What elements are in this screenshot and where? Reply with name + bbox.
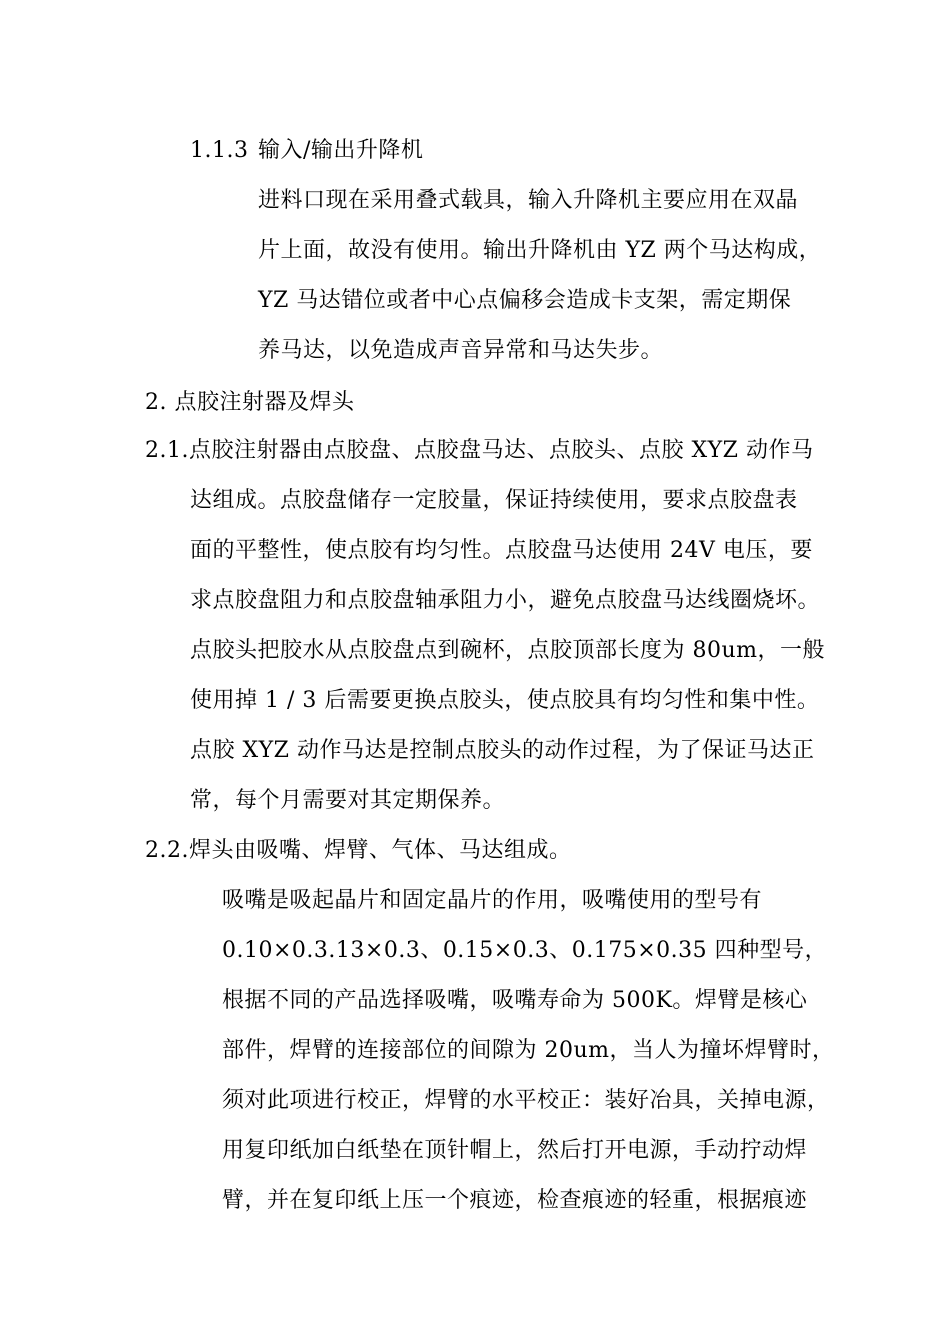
- paragraph-line: 须对此项进行校正，焊臂的水平校正：装好冶具，关掉电源，: [222, 1088, 830, 1113]
- paragraph-line: 0.10×0.3.13×0.3、0.15×0.3、0.175×0.35 四种型号，: [222, 938, 828, 963]
- paragraph-line: 片上面，故没有使用。输出升降机由 YZ 两个马达构成，: [258, 238, 822, 263]
- paragraph-line: 用复印纸加白纸垫在顶针帽上，然后打开电源，手动拧动焊: [222, 1138, 808, 1163]
- paragraph-line: 面的平整性，使点胶有均匀性。点胶盘马达使用 24V 电压，要: [190, 538, 813, 563]
- paragraph-line: 臂，并在复印纸上压一个痕迹，检查痕迹的轻重，根据痕迹: [222, 1188, 808, 1213]
- paragraph-line: 求点胶盘阻力和点胶盘轴承阻力小，避免点胶盘马达线圈烧坏。: [190, 588, 821, 613]
- paragraph-line: 点胶头把胶水从点胶盘点到碗杯，点胶顶部长度为 80um，一般: [190, 638, 826, 663]
- section-1-1-3-heading: [190, 138, 423, 164]
- paragraph-line: 常，每个月需要对其定期保养。: [190, 788, 506, 813]
- paragraph-line: 点胶 XYZ 动作马达是控制点胶头的动作过程，为了保证马达正: [190, 738, 815, 763]
- section-number: 1.1.3: [190, 138, 249, 163]
- paragraph-line: 2.1.点胶注射器由点胶盘、点胶盘马达、点胶头、点胶 XYZ 动作马: [145, 438, 814, 463]
- paragraph-line: YZ 马达错位或者中心点偏移会造成卡支架，需定期保: [258, 288, 792, 313]
- paragraph-line: 使用掉 1 / 3 后需要更换点胶头，使点胶具有均匀性和集中性。: [190, 688, 820, 713]
- paragraph-line: 进料口现在采用叠式载具，输入升降机主要应用在双晶: [258, 188, 799, 213]
- section-title: 输入/输出升降机: [258, 138, 424, 163]
- paragraph-line: 吸嘴是吸起晶片和固定晶片的作用，吸嘴使用的型号有: [222, 888, 763, 913]
- section-2-heading: 2. 点胶注射器及焊头: [145, 390, 355, 415]
- paragraph-line: 达组成。点胶盘储存一定胶量，保证持续使用，要求点胶盘表: [190, 488, 798, 513]
- paragraph-line: 部件，焊臂的连接部位的间隙为 20um，当人为撞坏焊臂时，: [222, 1038, 835, 1063]
- paragraph-line: 养马达，以免造成声音异常和马达失步。: [258, 338, 664, 363]
- paragraph-line: 根据不同的产品选择吸嘴，吸嘴寿命为 500K。焊臂是核心: [222, 988, 808, 1013]
- section-2-2-heading: 2.2.焊头由吸嘴、焊臂、气体、马达组成。: [145, 838, 572, 863]
